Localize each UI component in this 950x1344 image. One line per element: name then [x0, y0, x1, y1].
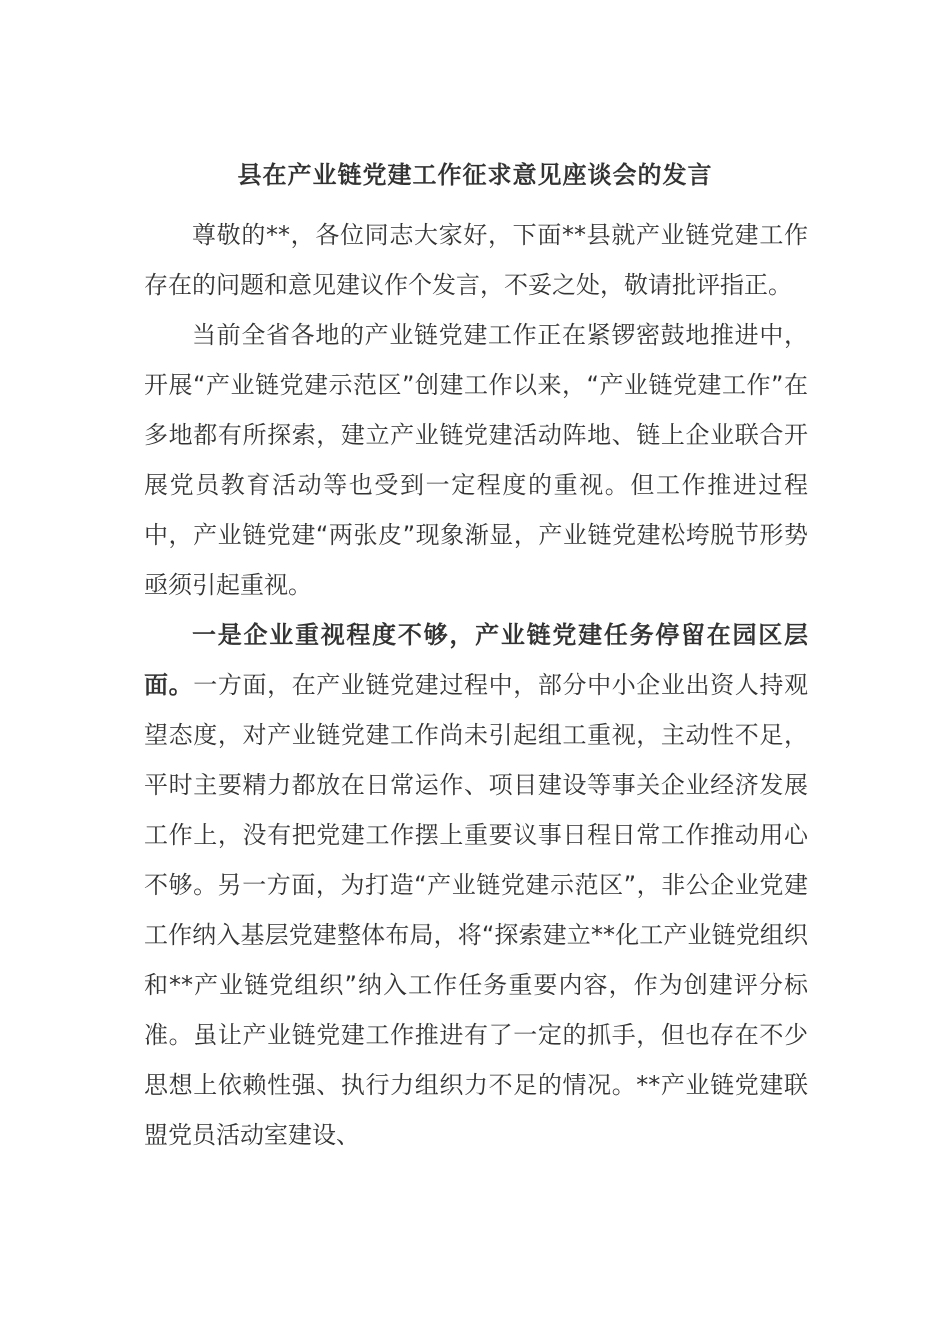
document-title: 县在产业链党建工作征求意见座谈会的发言 [237, 161, 713, 189]
paragraph-text: 尊敬的**，各位同志大家好，下面**县就产业链党建工作存在的问题和意见建议作个发言，不妥之处，敬请批评指正。 [144, 221, 808, 299]
paragraph-greeting [144, 210, 808, 310]
paragraph-text: 当前全省各地的产业链党建工作正在紧锣密鼓地推进中，开展“产业链党建示范区”创建工作以来，“产业链党建工作”在多地都有所探索，建立产业链党建活动阵地、链上企业联合开展党员教育活动等也受到一定程度的重视。但工作推进过程中，产业链党建“两张皮”现象渐显，产业链党建松垮脱节形势亟须引起重视。 [144, 321, 808, 599]
paragraph-issue-one [144, 610, 808, 1160]
paragraph-text: 一方面，在产业链党建过程中，部分中小企业出资人持观望态度，对产业链党建工作尚未引起组工重视，主动性不足，平时主要精力都放在日常运作、项目建设等事关企业经济发展工作上，没有把党建工作摆上重要议事日程日常工作推动用心不够。另一方面，为打造“产业链党建示范区”，非公企业党建工作纳入基层党建整体布局，将“探索建立**化工产业链党组织和**产业链党组织”纳入工作任务重要内容，作为创建评分标准。虽让产业链党建工作推进有了一定的抓手，但也存在不少思想上依赖性强、执行力组织力不足的情况。**产业链党建联盟党员活动室建设、 [144, 671, 809, 1149]
paragraph-bold-lead: 一是企业重视程度不够，产业链党建任务停留在园区层面。 [144, 621, 808, 699]
paragraph-background [144, 310, 808, 610]
document-body [144, 210, 808, 1160]
